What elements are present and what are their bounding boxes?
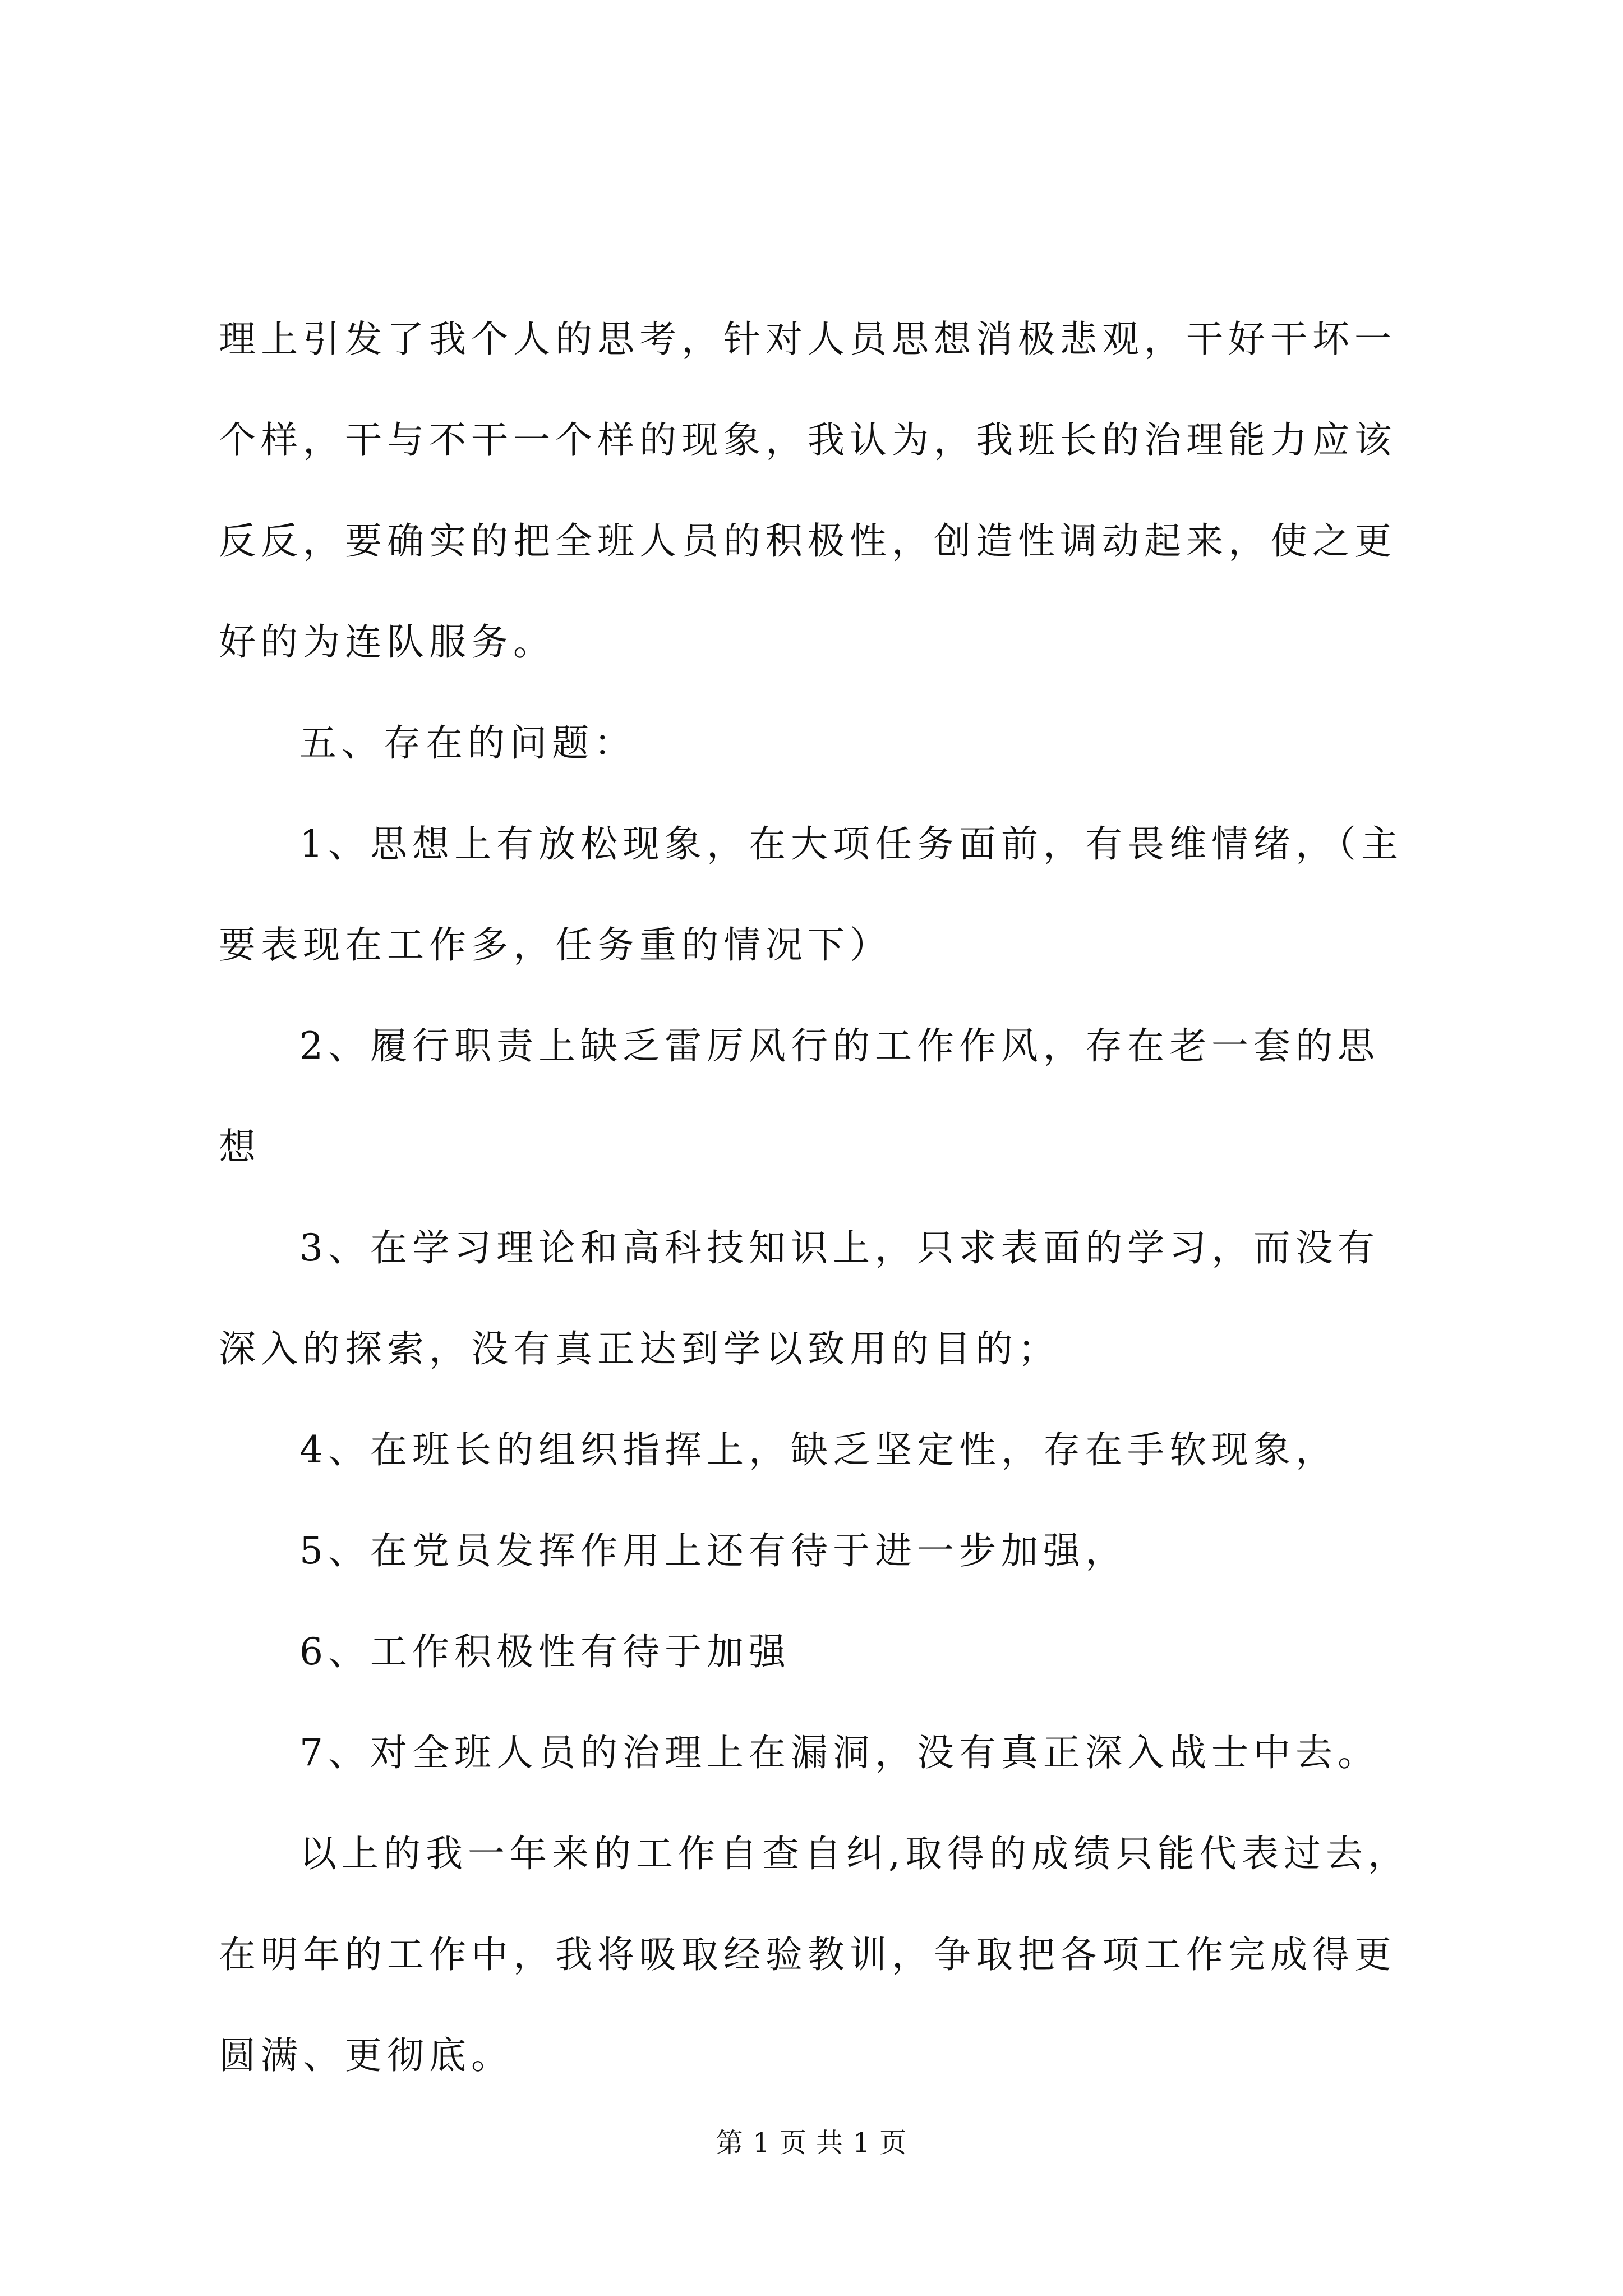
text-line: 圆满、更彻底。 bbox=[219, 2034, 513, 2077]
text-line: 1、思想上有放松现象，在大项任务面前，有畏维情绪，（主 bbox=[299, 822, 1403, 866]
text-line: 好的为连队服务。 bbox=[219, 620, 555, 664]
page-footer bbox=[0, 2126, 1623, 2160]
list-item-3 bbox=[219, 1198, 1424, 1400]
text-line: 以上的我一年来的工作自查自纠,取得的成绩只能代表过去， bbox=[299, 1832, 1410, 1875]
text-line: 3、在学习理论和高科技知识上，只求表面的学习，而没有 bbox=[299, 1226, 1380, 1269]
text-line: 五、存在的问题： bbox=[299, 721, 636, 765]
text-line: 理上引发了我个人的思考，针对人员思想消极悲观，干好干坏一 bbox=[219, 318, 1396, 361]
list-item-6 bbox=[219, 1602, 1424, 1703]
text-line: 想 bbox=[219, 1125, 261, 1168]
list-item-1 bbox=[219, 794, 1424, 996]
text-line: 在明年的工作中，我将吸取经验教训，争取把各项工作完成得更 bbox=[219, 1933, 1396, 1976]
page-number-label: 第 1 页 共 1 页 bbox=[716, 2127, 907, 2159]
paragraph-continuation bbox=[219, 289, 1424, 693]
text-line: 5、在党员发挥作用上还有待于进一步加强， bbox=[299, 1529, 1127, 1572]
text-line: 7、对全班人员的治理上在漏洞，没有真正深入战士中去。 bbox=[299, 1731, 1380, 1774]
text-line: 要表现在工作多，任务重的情况下） bbox=[219, 923, 892, 967]
text-line: 深入的探索，没有真正达到学以致用的目的； bbox=[219, 1327, 1060, 1370]
list-item-5 bbox=[219, 1501, 1424, 1602]
section-heading-problems bbox=[219, 693, 1424, 794]
paragraph-conclusion bbox=[219, 1803, 1424, 2106]
list-item-2 bbox=[219, 996, 1424, 1198]
text-line: 个样，干与不干一个样的现象，我认为，我班长的治理能力应该 bbox=[219, 418, 1396, 462]
document-body bbox=[219, 289, 1424, 2106]
list-item-7 bbox=[219, 1703, 1424, 1803]
text-line: 反反，要确实的把全班人员的积极性，创造性调动起来，使之更 bbox=[219, 519, 1396, 563]
text-line: 4、在班长的组织指挥上，缺乏坚定性，存在手软现象， bbox=[299, 1428, 1338, 1471]
text-line: 6、工作积极性有待于加强 bbox=[299, 1630, 791, 1673]
list-item-4 bbox=[219, 1400, 1424, 1501]
text-line: 2、履行职责上缺乏雷厉风行的工作作风，存在老一套的思 bbox=[299, 1024, 1380, 1068]
